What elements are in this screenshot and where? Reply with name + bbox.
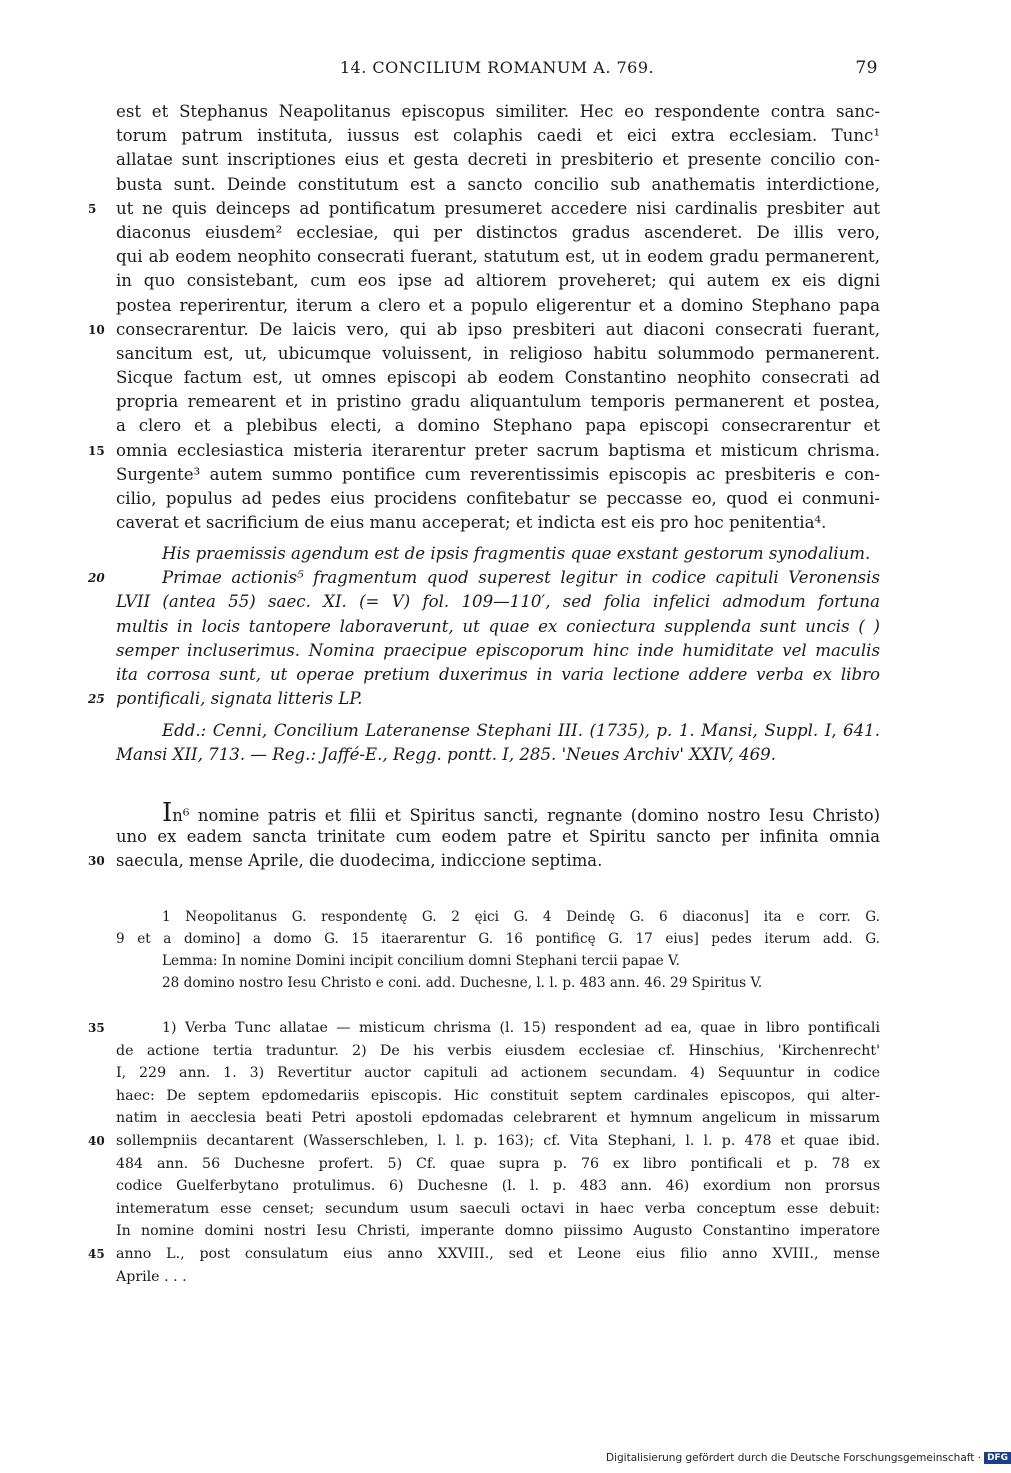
intro-line — [116, 639, 880, 663]
main-line — [116, 294, 880, 318]
line-number: 10 — [88, 322, 105, 337]
main-line — [116, 414, 880, 438]
main-line — [116, 463, 880, 487]
edd-line — [116, 719, 880, 743]
dfg-logo: DFG — [984, 1452, 1011, 1464]
main-line — [116, 100, 880, 124]
line-number: 15 — [88, 443, 105, 458]
text-line — [116, 825, 880, 849]
initial-letter: I — [162, 798, 173, 828]
page-number: 79 — [855, 58, 878, 78]
line-number: 25 — [88, 692, 105, 707]
main-line — [116, 124, 880, 148]
notes-line — [116, 1040, 880, 1063]
line-text: in quo consistebant, cum eos ipse ad altiorem proveheret; qui autem ex eis digni — [116, 271, 880, 291]
intro-line — [116, 615, 880, 639]
line-text: Surgente³ autem summo pontifice cum reverentissimis episcopis ac presbiteris e con- — [116, 464, 880, 484]
main-line — [116, 366, 880, 390]
intro-line — [88, 566, 880, 590]
line-text: intemeratum esse censet; secundum usum saeculi octavi in haec verba conceptum esse debuit: — [116, 1200, 880, 1217]
line-text: Edd.: Cenni, Concilium Lateranense Stephani III. (1735), p. 1. Mansi, Suppl. I, 641. — [162, 721, 880, 740]
line-text: 484 ann. 56 Duchesne profert. 5) Cf. quae supra p. 76 ex libro pontificali et p. 78 ex — [116, 1155, 880, 1172]
line-text: a clero et a plebibus electi, a domino Stephano papa episcopi consecrarentur et — [116, 416, 880, 436]
apparatus-line — [116, 906, 880, 928]
line-text: 9 et a domino] a domo G. 15 itaerarentur G. 16 pontificę G. 17 eius] pedes iterum add. G. — [116, 931, 880, 947]
intro-line — [116, 663, 880, 687]
line-text: sancitum est, ut, ubicumque voluissent, in religioso habitu solummodo permanerent. — [116, 343, 880, 363]
main-line — [116, 245, 880, 269]
line-text: Mansi XII, 713. — Reg.: Jaffé-E., Regg. pontt. I, 285. 'Neues Archiv' XXIV, 469. — [116, 745, 776, 765]
line-text: 28 domino nostro Iesu Christo e coni. add. Duchesne, l. l. p. 483 ann. 46. 29 Spiritus V. — [162, 975, 763, 991]
text-line — [88, 849, 880, 873]
line-text: omnia ecclesiastica misteria iterarentur preter sacrum baptisma et misticum chrisma. — [116, 440, 880, 460]
notes-line — [116, 1220, 880, 1243]
apparatus-line — [116, 972, 880, 994]
main-line — [116, 269, 880, 293]
line-text: ita corrosa sunt, ut operae pretium duxerimus in varia lectione addere verba ex libro — [116, 664, 880, 684]
line-text: consecrarentur. De laicis vero, qui ab ipso presbiteri aut diaconi consecrati fuerant, — [116, 319, 880, 339]
notes-line — [116, 1062, 880, 1085]
line-text: propria remearent et in pristino gradu aliquantulum temporis permanerent et postea, — [116, 392, 880, 412]
dfg-credit — [606, 1452, 1009, 1468]
line-text: qui ab eodem neophito consecrati fuerant, statutum est, ut in eodem gradu permanerent, — [116, 247, 880, 267]
main-line — [88, 318, 880, 342]
line-number: 30 — [88, 854, 105, 869]
intro-line — [116, 542, 880, 566]
notes-line — [116, 1266, 880, 1289]
main-line — [116, 342, 880, 366]
main-line — [116, 390, 880, 414]
main-text — [88, 100, 880, 535]
line-text: saecula, mense Aprile, die duodecima, indiccione septima. — [116, 851, 603, 871]
notes-line — [88, 1017, 880, 1040]
line-text: postea reperirentur, iterum a clero et a populo eligerentur et a domino Stephano papa — [116, 295, 880, 315]
line-text: uno ex eadem sancta trinitate cum eodem patre et Spiritu sancto per infinita omnia — [116, 827, 880, 847]
critical-apparatus — [116, 906, 880, 994]
line-text: 1 Neopolitanus G. respondentę G. 2 ęici G. 4 Deindę G. 6 diaconus] ita e corr. G. — [162, 909, 880, 925]
main-line — [88, 197, 880, 221]
line-text: Sicque factum est, ut omnes episcopi ab eodem Constantino neophito consecrati ad — [116, 368, 880, 388]
line-number: 20 — [88, 571, 105, 586]
intro-line — [88, 687, 880, 711]
main-line — [116, 221, 880, 245]
main-line — [116, 487, 880, 511]
line-text: I, 229 ann. 1. 3) Revertitur auctor capituli ad actionem secundam. 4) Sequuntur in codice — [116, 1065, 880, 1082]
line-text: semper incluserimus. Nomina praecipue episcoporum hinc inde humiditate vel maculis — [116, 640, 880, 660]
line-number: 5 — [88, 201, 97, 216]
line-text: codice Guelferbytano protulimus. 6) Duchesne (l. l. p. 483 ann. 46) exordium non prorsus — [116, 1178, 880, 1195]
main-line — [88, 439, 880, 463]
intro-line — [116, 590, 880, 614]
editorial-intro — [88, 542, 880, 711]
notes-line — [88, 1243, 880, 1266]
notes-line — [116, 1085, 880, 1108]
notes-line — [88, 1130, 880, 1153]
main-line — [116, 173, 880, 197]
line-text: cilio, populus ad pedes eius procidens confitebatur se peccasse eo, quod ei conmuni- — [116, 489, 880, 508]
line-text: 1) Verba Tunc allatae — misticum chrisma (l. 15) respondent ad ea, quae in libro pontificali — [162, 1020, 880, 1036]
line-text: de actione tertia traduntur. 2) De his verbis eiusdem ecclesiae cf. Hinschius, 'Kirchenrecht' — [116, 1042, 880, 1059]
main-line — [116, 511, 880, 535]
line-text: busta sunt. Deinde constitutum est a sancto concilio sub anathematis interdictione, — [116, 174, 880, 194]
line-number: 45 — [88, 1246, 105, 1261]
line-text: pontificali, signata litteris LP. — [116, 689, 363, 709]
notes-line — [116, 1175, 880, 1198]
line-text: allatae sunt inscriptiones eius et gesta decreti in presbiterio et presente concilio con- — [116, 150, 880, 170]
line-text: multis in locis tantopere laboraverunt, ut quae ex coniectura supplenda sunt uncis ( ) — [116, 616, 880, 636]
apparatus-line — [116, 928, 880, 950]
line-text: LVII (antea 55) saec. XI. (= V) fol. 109—110′, sed folia infelici admodum fortuna — [116, 592, 880, 612]
line-text: torum patrum instituta, iussus est colaphis caedi et eici extra ecclesiam. Tunc¹ — [116, 126, 880, 146]
running-header — [116, 58, 878, 82]
line-text: Aprile . . . — [116, 1268, 187, 1285]
dfg-credit-text: Digitalisierung gefördert durch die Deutsche Forschungsgemeinschaft · — [606, 1452, 982, 1464]
line-text: ut ne quis deinceps ad pontificatum presumeret accedere nisi cardinalis presbiter aut — [116, 198, 880, 218]
edd-line — [116, 743, 880, 767]
header-title: 14. CONCILIUM ROMANUM A. 769. — [339, 58, 655, 77]
apparatus-line — [116, 950, 880, 972]
synod-text — [88, 798, 880, 874]
line-text: His praemissis agendum est de ipsis fragmentis quae exstant gestorum synodalium. — [162, 544, 871, 563]
line-text: n⁶ nomine patris et filii et Spiritus sancti, regnante (domino nostro Iesu Christo) — [172, 806, 880, 825]
notes-line — [116, 1198, 880, 1221]
line-text: In nomine domini nostri Iesu Christi, imperante domno piissimo Augusto Constantino imperatore — [116, 1223, 880, 1240]
footnotes — [88, 1017, 880, 1288]
line-text: natim in aecclesia beati Petri apostoli epdomadas celebrarent et hymnum angelicum in missarum — [116, 1110, 880, 1127]
line-number: 35 — [88, 1021, 105, 1035]
line-text: anno L., post consulatum eius anno XXVIII., sed et Leone eius filio anno XVIII., mense — [116, 1245, 880, 1262]
line-text: caverat et sacrificium de eius manu acceperat; et indicta est eis pro hoc penitentia⁴. — [116, 513, 827, 533]
line-text: sollempniis decantarent (Wasserschleben, l. l. p. 163); cf. Vita Stephani, l. l. p. 478 et quae ibid. — [116, 1132, 880, 1149]
line-number: 40 — [88, 1133, 105, 1148]
notes-line — [116, 1153, 880, 1176]
editions-note — [116, 719, 880, 767]
line-text: haec: De septem epdomedariis episcopis. Hic constituit septem cardinales episcopos, qui alter- — [116, 1087, 880, 1104]
text-line — [116, 798, 880, 828]
line-text: Lemma: In nomine Domini incipit concilium domni Stephani tercii papae V. — [162, 953, 680, 969]
main-line — [116, 148, 880, 172]
line-text: diaconus eiusdem² ecclesiae, qui per distinctos gradus ascenderet. De illis vero, — [116, 222, 880, 242]
notes-line — [116, 1107, 880, 1130]
line-text: Primae actionis⁵ fragmentum quod superest legitur in codice capituli Veronensis — [162, 568, 880, 588]
line-text: est et Stephanus Neapolitanus episcopus similiter. Hec eo respondente contra sanc- — [116, 102, 880, 121]
